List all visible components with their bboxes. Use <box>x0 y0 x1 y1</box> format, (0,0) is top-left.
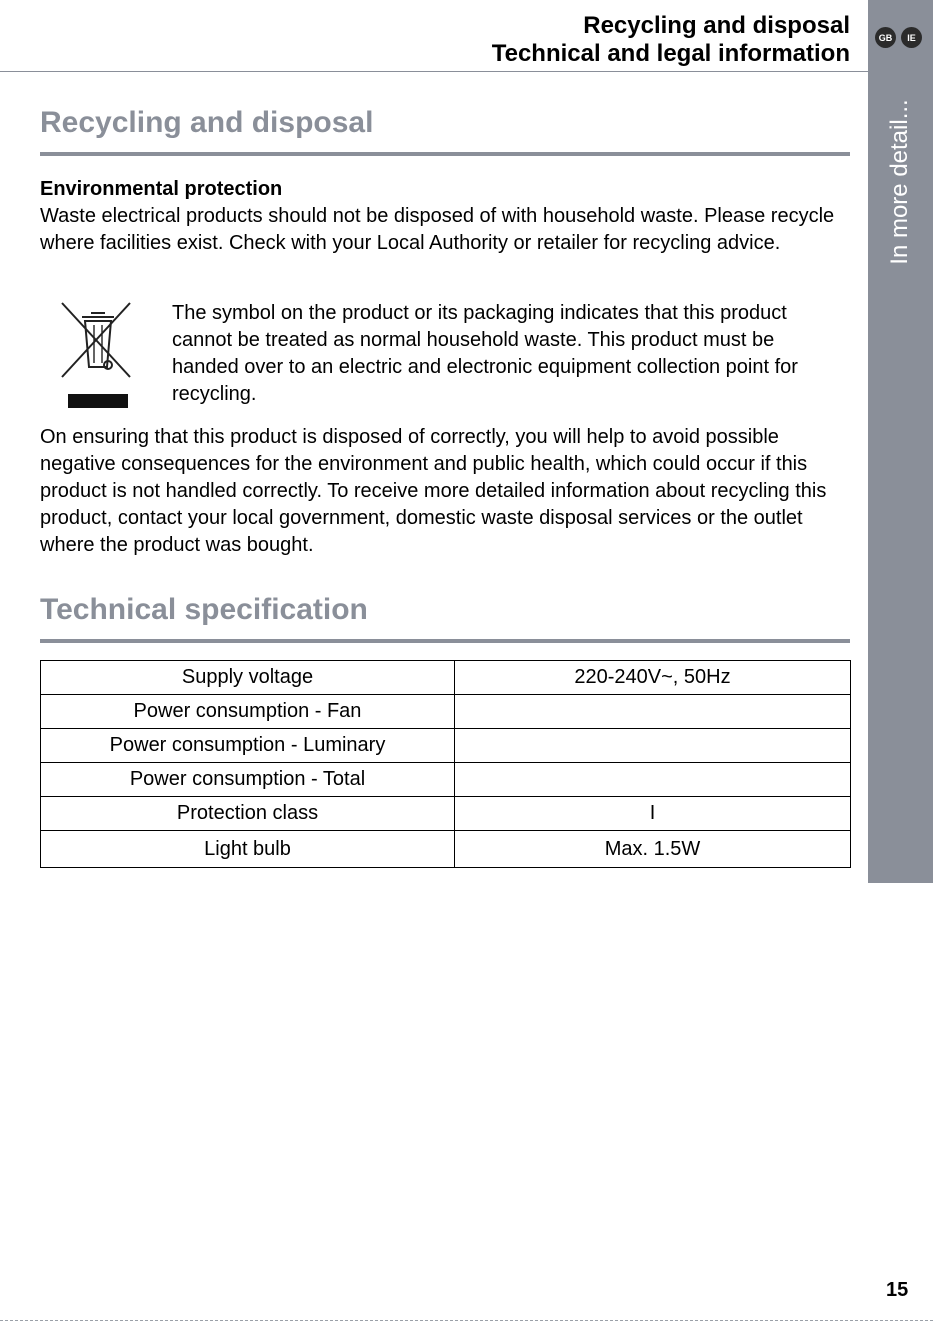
table-row <box>41 831 851 868</box>
spec-label: Power consumption - Fan <box>41 695 455 729</box>
weee-symbol-description: The symbol on the product or its packaging indicates that this product cannot be treated as normal household waste. This product must be handed over to an electric and electronic equipment collection point for recycling. <box>172 302 798 405</box>
header-title-line1: Recycling and disposal <box>583 12 850 39</box>
environmental-protection-heading: Environmental protection <box>40 178 283 200</box>
table-row <box>41 763 851 797</box>
spec-label: Power consumption - Total <box>41 763 455 797</box>
recycling-paragraph-2: On ensuring that this product is disposed of correctly, you will help to avoid possible negative consequences for the environment and public health, which could occur if this product is not handled correctly. To receive more detailed information about recycling this product, contact your local government, domestic waste disposal services or the outlet where the product was bought. <box>40 426 827 556</box>
spec-label: Light bulb <box>41 831 455 868</box>
recycling-section-title: Recycling and disposal <box>40 106 374 139</box>
spec-label: Power consumption - Luminary <box>41 729 455 763</box>
section-divider <box>40 152 850 156</box>
spec-label: Protection class <box>41 797 455 831</box>
spec-value <box>455 729 851 763</box>
footer-divider <box>0 1320 933 1321</box>
badge-gb: GB <box>875 27 896 48</box>
section-divider <box>40 639 850 643</box>
page-header <box>0 0 868 72</box>
spec-value <box>455 695 851 729</box>
page-number: 15 <box>886 1279 909 1301</box>
language-badges <box>875 27 922 48</box>
table-row <box>41 695 851 729</box>
badge-ie: IE <box>901 27 922 48</box>
weee-crossed-bin-icon <box>60 301 132 411</box>
spec-value: Max. 1.5W <box>455 831 851 868</box>
table-row <box>41 797 851 831</box>
table-row <box>41 661 851 695</box>
spec-value: I <box>455 797 851 831</box>
table-row <box>41 729 851 763</box>
spec-value <box>455 763 851 797</box>
spec-value: 220-240V~, 50Hz <box>455 661 851 695</box>
technical-section-title: Technical specification <box>40 593 368 626</box>
technical-spec-table <box>40 660 851 868</box>
header-title-line2: Technical and legal information <box>491 40 850 67</box>
recycling-paragraph-1: Waste electrical products should not be disposed of with household waste. Please recycle where facilities exist. Check with your Local Authority or retailer for recycling advice. <box>40 205 835 254</box>
spec-label: Supply voltage <box>41 661 455 695</box>
side-tab-label: In more detail... <box>886 99 913 265</box>
